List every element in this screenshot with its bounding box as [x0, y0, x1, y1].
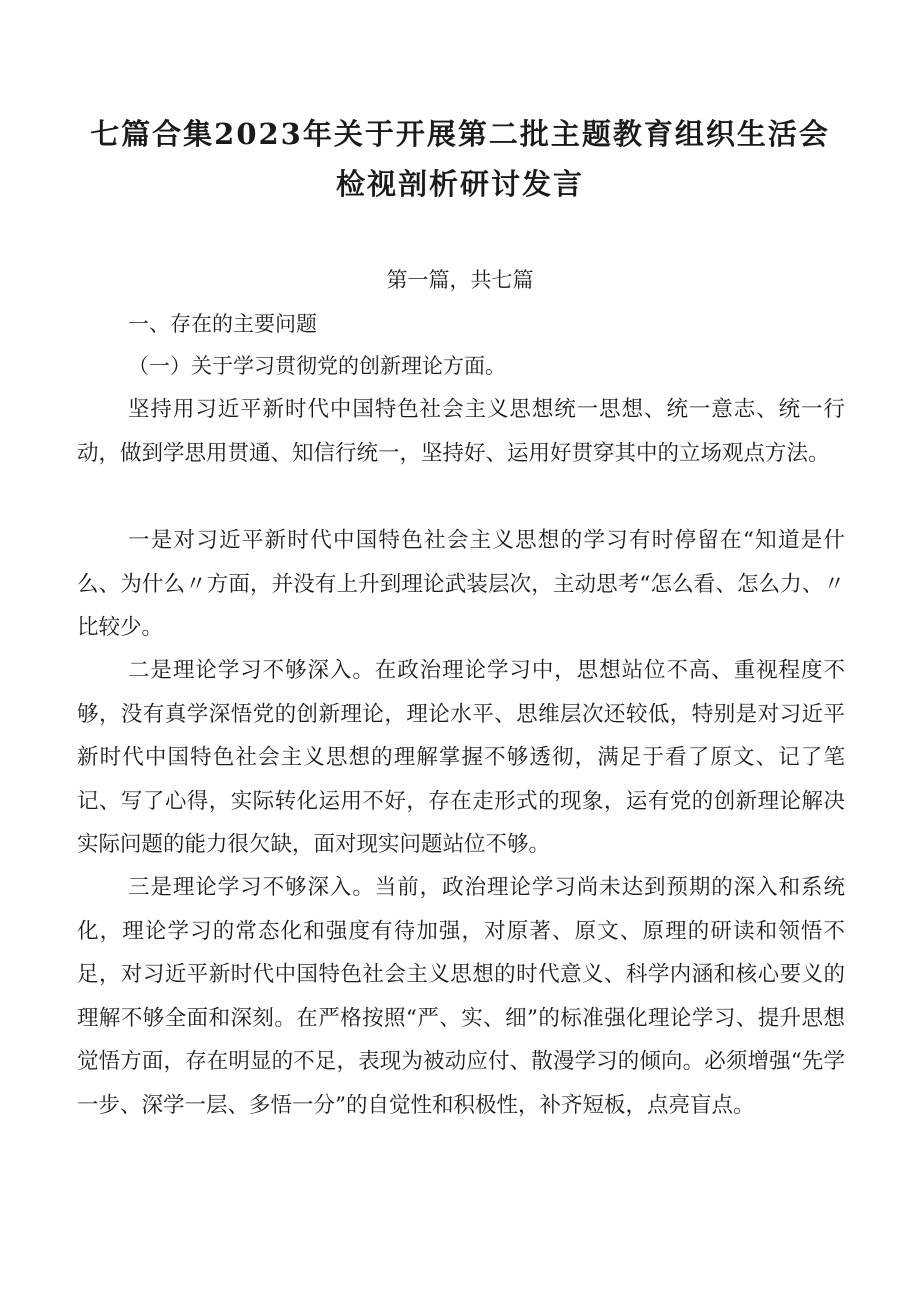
document-title-line-1: 七篇合集2023年关于开展第二批主题教育组织生活会 [90, 117, 830, 151]
section-heading: 一、存在的主要问题 [128, 312, 317, 336]
paragraph-intro: 坚持用习近平新时代中国特色社会主义思想统一思想、统一意志、统一行动，做到学思用贯通、知信行统一，坚持好、运用好贯穿其中的立场观点方法。 [77, 397, 845, 466]
subsection-heading: （一）关于学习贯彻党的创新理论方面。 [128, 354, 506, 378]
document-subtitle: 第一篇，共七篇 [386, 268, 534, 292]
document-title-line-2: 检视剖析研讨发言 [335, 167, 584, 201]
paragraph-issue-2: 二是理论学习不够深入。在政治理论学习中，思想站位不高、重视程度不够，没有真学深悟党的创新理论，理论水平、思维层次还较低，特别是对习近平新时代中国特色社会主义思想的理解掌握不够透彻，满足于看了原文、记了笔记、写了心得，实际转化运用不好，存在走形式的现象，运有党的创新理论解决实际问题的能力很欠缺，面对现实问题站位不够。 [77, 658, 845, 857]
paragraph-issue-3: 三是理论学习不够深入。当前，政治理论学习尚未达到预期的深入和系统化，理论学习的常态化和强度有待加强，对原著、原文、原理的研读和领悟不足，对习近平新时代中国特色社会主义思想的时代意义、科学内涵和核心要义的理解不够全面和深刻。在严格按照“严、实、细”的标准强化理论学习、提升思想觉悟方面，存在明显的不足，表现为被动应付、散漫学习的倾向。必须增强“先学一步、深学一层、多悟一分”的自觉性和积极性，补齐短板，点亮盲点。 [77, 875, 845, 1118]
paragraph-issue-1: 一是对习近平新时代中国特色社会主义思想的学习有时停留在“知道是什么、为什么〃方面，并没有上升到理论武装层次，主动思考“怎么看、怎么力、〃比较少。 [77, 528, 845, 640]
